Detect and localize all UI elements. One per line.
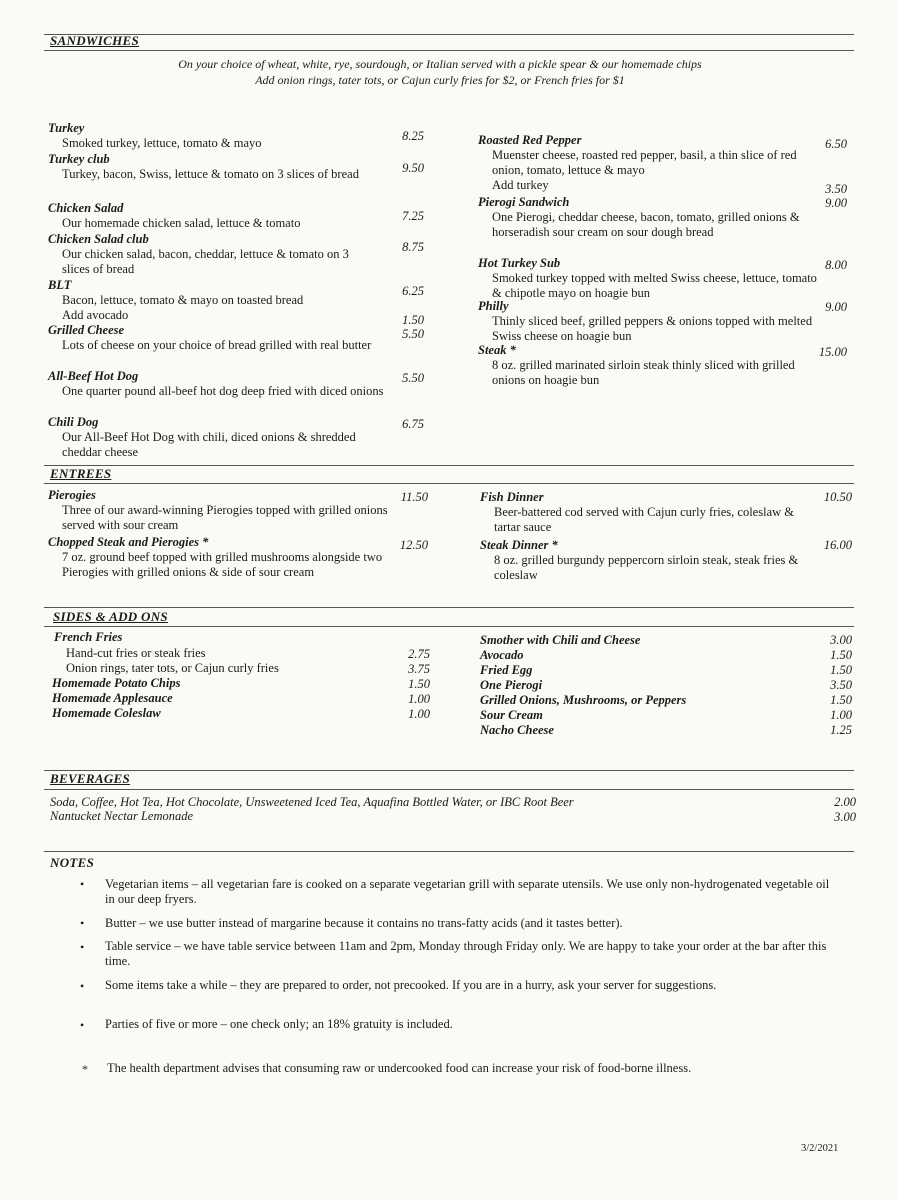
item-name: Steak Dinner * xyxy=(480,538,558,552)
menu-item-turkey xyxy=(48,121,378,151)
item-desc: Beer-battered cod served with Cajun curly fries, coleslaw & tartar sauce xyxy=(494,505,794,534)
item-price: 6.25 xyxy=(402,284,424,298)
menu-item-steak xyxy=(478,343,808,388)
item-desc: Three of our award-winning Pierogies topped with grilled onions served with sour cream xyxy=(62,503,388,532)
note-health-advisory: The health department advises that consuming raw or undercooked food can increase your risk of food-borne illness. xyxy=(107,1061,692,1075)
item-price: 9.00 xyxy=(825,196,847,210)
bullet-icon: • xyxy=(80,979,85,993)
item-name: Pierogi Sandwich xyxy=(478,195,570,209)
item-desc: 8 oz. grilled marinated sirloin steak thinly sliced with grilled onions on hoagie bun xyxy=(492,358,795,387)
item-name: Chopped Steak and Pierogies * xyxy=(48,535,209,549)
item-name: Chicken Salad club xyxy=(48,232,149,246)
addon-grilled-onions: Grilled Onions, Mushrooms, or Peppers xyxy=(480,693,687,707)
item-name: Turkey club xyxy=(48,152,110,166)
item-name: Fish Dinner xyxy=(480,490,544,504)
item-price: 6.75 xyxy=(402,417,424,431)
menu-item-roasted-red-pepper xyxy=(478,133,808,193)
side-fries-option: Hand-cut fries or steak fries xyxy=(66,646,206,660)
side-price: 1.50 xyxy=(408,677,430,691)
item-addon: Add turkey xyxy=(492,178,549,192)
menu-item-pierogies xyxy=(48,488,398,533)
addon-price: 3.50 xyxy=(825,182,847,196)
item-desc: 7 oz. ground beef topped with grilled mushrooms alongside two Pierogies with grilled onions & side of sour cream xyxy=(62,550,383,579)
item-desc: Smoked turkey topped with melted Swiss cheese, lettuce, tomato & chipotle mayo on hoagie bun xyxy=(492,271,817,300)
item-desc: One Pierogi, cheddar cheese, bacon, tomato, grilled onions & horseradish sour cream on sour dough bread xyxy=(492,210,800,239)
item-desc: Turkey, bacon, Swiss, lettuce & tomato on 3 slices of bread xyxy=(62,167,359,181)
item-name: Chicken Salad xyxy=(48,201,124,215)
menu-item-chicken-salad xyxy=(48,201,388,231)
entrees-heading: ENTREES xyxy=(50,466,112,481)
menu-item-blt xyxy=(48,278,388,323)
item-price: 5.50 xyxy=(402,327,424,341)
addon-one-pierogi: One Pierogi xyxy=(480,678,543,692)
item-name: Chili Dog xyxy=(48,415,99,429)
item-desc: Our chicken salad, bacon, cheddar, lettuce & tomato on 3 slices of bread xyxy=(62,247,349,276)
item-name: Pierogies xyxy=(48,488,96,502)
item-name: Philly xyxy=(478,299,509,313)
menu-item-all-beef-hot-dog xyxy=(48,369,398,399)
note-vegetarian: Vegetarian items – all vegetarian fare is cooked on a separate vegetarian grill with separate utensils. We use only non-hydrogenated vegetable oil in our deep fryers. xyxy=(105,877,830,906)
item-price: 15.00 xyxy=(818,345,847,359)
addon-chili-cheese: Smother with Chili and Cheese xyxy=(480,633,641,647)
item-desc: Smoked turkey, lettuce, tomato & mayo xyxy=(62,136,262,150)
item-price: 16.00 xyxy=(823,538,852,552)
menu-item-turkey-club xyxy=(48,152,378,182)
menu-item-philly xyxy=(478,299,828,344)
side-coleslaw: Homemade Coleslaw xyxy=(52,706,161,720)
beverage-item: Soda, Coffee, Hot Tea, Hot Chocolate, Unsweetened Iced Tea, Aquafina Bottled Water, or IBC Root Beer xyxy=(50,795,574,809)
bullet-icon: • xyxy=(80,940,85,954)
item-price: 9.00 xyxy=(825,300,847,314)
menu-item-chopped-steak-pierogies xyxy=(48,535,388,580)
item-price: 12.50 xyxy=(399,538,428,552)
addon-price: 1.50 xyxy=(830,663,852,677)
item-price: 9.50 xyxy=(402,161,424,175)
menu-item-fish-dinner xyxy=(480,490,820,535)
sides-bottom-rule xyxy=(44,626,854,627)
sandwiches-heading: SANDWICHES xyxy=(50,33,139,48)
asterisk-icon: * xyxy=(82,1062,88,1076)
addon-sour-cream: Sour Cream xyxy=(480,708,543,722)
item-price: 5.50 xyxy=(402,371,424,385)
beverages-heading: BEVERAGES xyxy=(50,771,131,786)
addon-price: 3.50 xyxy=(830,678,852,692)
item-price: 8.00 xyxy=(825,258,847,272)
side-price: 3.75 xyxy=(408,662,430,676)
addon-avocado: Avocado xyxy=(480,648,524,662)
item-name: Steak * xyxy=(478,343,516,357)
sides-top-rule xyxy=(44,607,854,608)
item-price: 11.50 xyxy=(400,490,428,504)
menu-item-pierogi-sandwich xyxy=(478,195,828,240)
notes-top-rule xyxy=(44,851,854,852)
menu-item-chili-dog xyxy=(48,415,378,460)
side-french-fries: French Fries xyxy=(54,630,123,644)
item-name: Grilled Cheese xyxy=(48,323,125,337)
addon-price: 1.50 xyxy=(402,313,424,327)
item-price: 6.50 xyxy=(825,137,847,151)
addon-fried-egg: Fried Egg xyxy=(480,663,533,677)
note-prepared-to-order: Some items take a while – they are prepared to order, not precooked. If you are in a hurry, ask your server for suggestions. xyxy=(105,978,717,992)
addon-price: 1.25 xyxy=(830,723,852,737)
side-potato-chips: Homemade Potato Chips xyxy=(52,676,181,690)
bullet-icon: • xyxy=(80,1018,85,1032)
sandwiches-bottom-rule xyxy=(44,50,854,51)
addon-price: 1.50 xyxy=(830,648,852,662)
sandwiches-subtitle-1: On your choice of wheat, white, rye, sourdough, or Italian served with a pickle spear & our homemade chips xyxy=(178,57,702,71)
item-desc: Our All-Beef Hot Dog with chili, diced onions & shredded cheddar cheese xyxy=(62,430,356,459)
item-name: All-Beef Hot Dog xyxy=(48,369,139,383)
side-fries-option: Onion rings, tater tots, or Cajun curly fries xyxy=(66,661,279,675)
item-addon: Add avocado xyxy=(62,308,129,322)
note-large-parties: Parties of five or more – one check only; an 18% gratuity is included. xyxy=(105,1017,453,1031)
item-desc: Lots of cheese on your choice of bread grilled with real butter xyxy=(62,338,372,352)
sandwiches-subtitle-2: Add onion rings, tater tots, or Cajun curly fries for $2, or French fries for $1 xyxy=(255,73,625,87)
addon-price: 1.00 xyxy=(830,708,852,722)
side-price: 1.00 xyxy=(408,707,430,721)
sandwiches-top-rule xyxy=(44,34,854,35)
beverage-price: 2.00 xyxy=(834,795,856,809)
addon-nacho-cheese: Nacho Cheese xyxy=(480,723,554,737)
note-table-service: Table service – we have table service between 11am and 2pm, Monday through Friday only. We are happy to take your order at the bar after this time. xyxy=(105,939,827,968)
menu-item-grilled-cheese xyxy=(48,323,398,353)
item-desc: Our homemade chicken salad, lettuce & tomato xyxy=(62,216,301,230)
print-date: 3/2/2021 xyxy=(801,1143,839,1154)
notes-heading: NOTES xyxy=(50,855,95,870)
item-desc: One quarter pound all-beef hot dog deep fried with diced onions xyxy=(62,384,384,398)
entrees-top-rule xyxy=(44,465,854,466)
item-price: 8.75 xyxy=(402,240,424,254)
item-name: Turkey xyxy=(48,121,85,135)
item-name: Roasted Red Pepper xyxy=(478,133,582,147)
beverages-bottom-rule xyxy=(44,789,854,790)
side-applesauce: Homemade Applesauce xyxy=(52,691,173,705)
item-desc: Bacon, lettuce, tomato & mayo on toasted bread xyxy=(62,293,304,307)
item-desc: 8 oz. grilled burgundy peppercorn sirloin steak, steak fries & coleslaw xyxy=(494,553,799,582)
item-price: 7.25 xyxy=(402,209,424,223)
addon-price: 3.00 xyxy=(830,633,852,647)
item-name: BLT xyxy=(48,278,72,292)
addon-price: 1.50 xyxy=(830,693,852,707)
side-price: 1.00 xyxy=(408,692,430,706)
bullet-icon: • xyxy=(80,877,85,891)
item-name: Hot Turkey Sub xyxy=(478,256,561,270)
entrees-bottom-rule xyxy=(44,483,854,484)
menu-item-hot-turkey-sub xyxy=(478,256,818,301)
bullet-icon: • xyxy=(80,916,85,930)
side-price: 2.75 xyxy=(408,647,430,661)
beverage-item: Nantucket Nectar Lemonade xyxy=(50,809,194,823)
item-price: 10.50 xyxy=(823,490,852,504)
note-butter: Butter – we use butter instead of margarine because it contains no trans-fatty acids (and it tastes better). xyxy=(105,916,623,930)
beverage-price: 3.00 xyxy=(834,810,856,824)
beverages-top-rule xyxy=(44,770,854,771)
item-price: 8.25 xyxy=(402,129,424,143)
menu-item-steak-dinner xyxy=(480,538,820,583)
menu-item-chicken-salad-club xyxy=(48,232,368,277)
item-desc: Thinly sliced beef, grilled peppers & onions topped with melted Swiss cheese on hoagie bun xyxy=(492,314,813,343)
item-desc: Muenster cheese, roasted red pepper, basil, a thin slice of red onion, tomato, lettuce & mayo xyxy=(492,148,797,177)
sides-heading: SIDES & ADD ONS xyxy=(53,609,168,624)
